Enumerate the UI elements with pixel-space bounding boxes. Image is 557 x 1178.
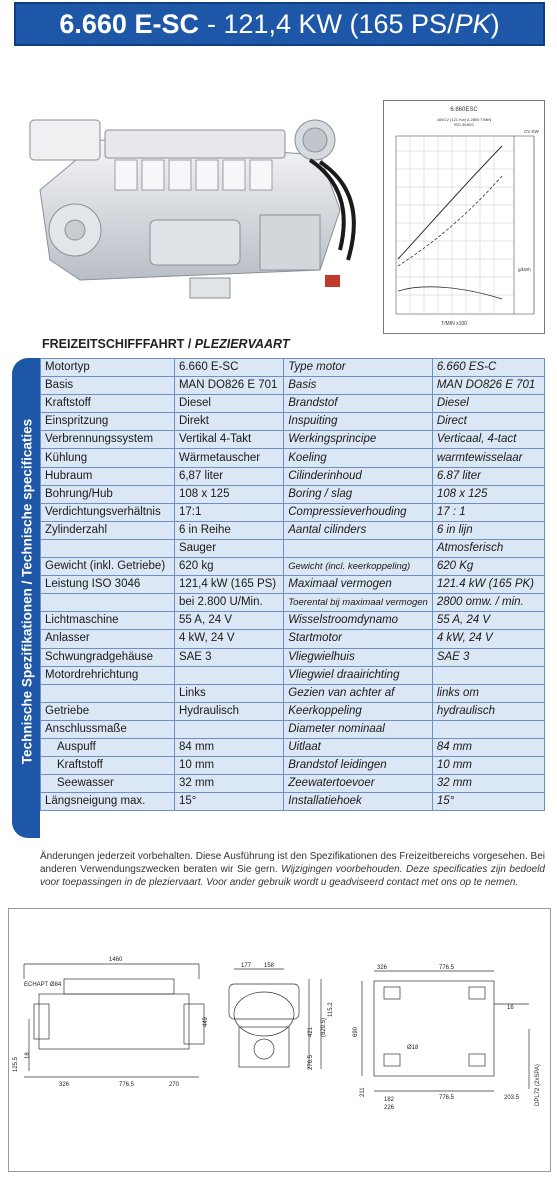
spec-value-nl: 10 mm (432, 757, 544, 775)
spec-label-nl: Inspuiting (284, 413, 433, 431)
dim-2765: 276.5 (308, 1054, 314, 1070)
spec-label-de: Kraftstoff (41, 757, 175, 775)
spec-label-nl: Vliegwiel draairichting (284, 666, 433, 684)
section-heading: FREIZEITSCHIFFFAHRT / PLEZIERVAART (42, 337, 290, 351)
front-view (229, 969, 321, 1069)
spec-label-nl: Zeewatertoevoer (284, 775, 433, 793)
spec-label-de: Motortyp (41, 359, 175, 377)
spec-row (41, 467, 545, 485)
side-view (24, 964, 204, 1077)
spec-label-nl: Brandstof leidingen (284, 757, 433, 775)
spec-row (41, 576, 545, 594)
top-view (362, 971, 529, 1091)
spec-value-de: SAE 3 (174, 648, 283, 666)
spec-row (41, 702, 545, 720)
spec-value-de: 121,4 kW (165 PS) (174, 576, 283, 594)
spec-row (41, 720, 545, 738)
spec-row (41, 757, 545, 775)
spec-row (41, 775, 545, 793)
spec-label-nl: Brandstof (284, 395, 433, 413)
dim-182: 182 (384, 1097, 395, 1103)
spec-value-de: 17:1 (174, 503, 283, 521)
spec-value-de: 15° (174, 793, 283, 811)
spec-label-de: Auspuff (41, 738, 175, 756)
dim-dpl: DPL72 (2xSPA) (535, 1064, 541, 1106)
spec-value-nl: 55 A, 24 V (432, 612, 544, 630)
dim-226: 226 (384, 1105, 395, 1111)
spec-row (41, 558, 545, 576)
spec-value-de: 4 kW, 24 V (174, 630, 283, 648)
spec-label-nl: Wisselstroomdynamo (284, 612, 433, 630)
side-tab (12, 358, 40, 838)
spec-value-de (174, 666, 283, 684)
chart-xlabel: T/MIN x100 (441, 321, 467, 327)
spec-label-de: Anschlussmaße (41, 720, 175, 738)
spec-label-nl: Diameter nominaal (284, 720, 433, 738)
spec-value-de: Sauger (174, 539, 283, 557)
dim-211: 211 (360, 1087, 366, 1097)
spec-value-nl: 620 Kg (432, 558, 544, 576)
spec-label-de (41, 539, 175, 557)
dim-326-side: 326 (59, 1082, 70, 1088)
note-de: Änderungen jederzeit vorbehalten. Diese Ausführung ist den Spezifikationen des Freizeitbereichs vorgesehen. Bei anderen Verwendungszwecken beraten wir Sie gern. (40, 851, 545, 875)
dim-16: 16 (507, 1005, 514, 1011)
dim-1255: 125.5 (13, 1056, 19, 1072)
chart-unit-top: CV KW (524, 129, 539, 134)
dim-2035: 203.5 (504, 1095, 520, 1101)
dim-8295: (829.5) (321, 1017, 327, 1037)
spec-row (41, 521, 545, 539)
spec-value-de: bei 2.800 U/Min. (174, 594, 283, 612)
spec-value-nl (432, 720, 544, 738)
spec-label-nl: Basis (284, 377, 433, 395)
spec-value-nl: 84 mm (432, 738, 544, 756)
dim-length: 1460 (109, 957, 123, 963)
dim-7765-top: 776.5 (439, 965, 455, 971)
spec-row (41, 612, 545, 630)
spec-value-nl: 17 : 1 (432, 503, 544, 521)
spec-value-nl: warmtewisselaar (432, 449, 544, 467)
chart-name: 6.660ESC (450, 107, 478, 113)
dim-690: 690 (353, 1026, 359, 1037)
spec-row (41, 413, 545, 431)
spec-label-de: Hubraum (41, 467, 175, 485)
spec-value-de: Hydraulisch (174, 702, 283, 720)
spec-row (41, 666, 545, 684)
spec-value-nl: 2800 omw. / min. (432, 594, 544, 612)
spec-label-de: Getriebe (41, 702, 175, 720)
spec-label-de: Basis (41, 377, 175, 395)
spec-table (40, 358, 545, 811)
dim-449: 449 (203, 1016, 209, 1027)
dim-270: 270 (169, 1082, 180, 1088)
spec-value-nl: 6.660 ES-C (432, 359, 544, 377)
spec-label-de: Zylinderzahl (41, 521, 175, 539)
spec-value-de: 10 mm (174, 757, 283, 775)
spec-value-de (174, 720, 283, 738)
spec-label-nl: Cilinderinhoud (284, 467, 433, 485)
spec-row (41, 395, 545, 413)
performance-chart (383, 100, 545, 334)
spec-row (41, 539, 545, 557)
dim-18: 18 (25, 1052, 31, 1059)
spec-label-de: Seewasser (41, 775, 175, 793)
spec-value-de: MAN DO826 E 701 (174, 377, 283, 395)
spec-value-nl: 108 x 125 (432, 485, 544, 503)
chart-subtitle-1: 165CV (121 Kw) A 2800 T/MIN (436, 117, 492, 122)
spec-label-de: Verdichtungsverhältnis (41, 503, 175, 521)
spec-value-nl: Direct (432, 413, 544, 431)
spec-label-nl: Compressieverhouding (284, 503, 433, 521)
spec-label-de: Lichtmaschine (41, 612, 175, 630)
engine-photo (20, 100, 370, 320)
spec-label-de: Schwungradgehäuse (41, 648, 175, 666)
spec-value-de: Vertikal 4-Takt (174, 431, 283, 449)
spec-value-de: 108 x 125 (174, 485, 283, 503)
spec-label-nl: Keerkoppeling (284, 702, 433, 720)
spec-value-nl: 15° (432, 793, 544, 811)
dim-7765-side: 776.5 (119, 1082, 135, 1088)
spec-label-nl: Koeling (284, 449, 433, 467)
spec-label-nl: Installatiehoek (284, 793, 433, 811)
spec-row (41, 648, 545, 666)
spec-value-de: Wärmetauscher (174, 449, 283, 467)
spec-label-nl: Werkingsprincipe (284, 431, 433, 449)
dim-177: 177 (241, 963, 252, 969)
side-label: Technische Spezifikationen / Technische specificaties (19, 418, 35, 765)
spec-label-nl: Gewicht (incl. keerkoppeling) (284, 558, 433, 576)
dim-phi18: Ø18 (407, 1045, 419, 1051)
spec-value-nl: Verticaal, 4-tact (432, 431, 544, 449)
spec-label-nl: Vliegwielhuis (284, 648, 433, 666)
spec-label-nl: Startmotor (284, 630, 433, 648)
dim-7765-top2: 776.5 (439, 1095, 455, 1101)
spec-value-nl: MAN DO826 E 701 (432, 377, 544, 395)
spec-value-de: Direkt (174, 413, 283, 431)
spec-label-de: Längsneigung max. (41, 793, 175, 811)
spec-value-nl: 121.4 kW (165 PK) (432, 576, 544, 594)
spec-label-de: Kühlung (41, 449, 175, 467)
spec-label-nl: Gezien van achter af (284, 684, 433, 702)
spec-value-nl (432, 666, 544, 684)
spec-label-de (41, 684, 175, 702)
dim-421: 421 (308, 1026, 314, 1037)
spec-value-nl: 6 in lijn (432, 521, 544, 539)
spec-value-nl: 32 mm (432, 775, 544, 793)
dim-exhaust: ECHAPT Ø84 (24, 982, 62, 988)
spec-label-nl: Aantal cilinders (284, 521, 433, 539)
spec-value-nl: SAE 3 (432, 648, 544, 666)
spec-value-nl: Atmosferisch (432, 539, 544, 557)
dim-326-top: 326 (377, 965, 388, 971)
spec-label-nl: Uitlaat (284, 738, 433, 756)
spec-row (41, 377, 545, 395)
engine-model: 6.660 E-SC (59, 8, 199, 39)
spec-label-de (41, 594, 175, 612)
spec-label-de: Verbrennungssystem (41, 431, 175, 449)
spec-row (41, 449, 545, 467)
spec-label-de: Anlasser (41, 630, 175, 648)
spec-value-de: Diesel (174, 395, 283, 413)
dim-158: 158 (264, 963, 275, 969)
spec-label-de: Motordrehrichtung (41, 666, 175, 684)
spec-label-de: Einspritzung (41, 413, 175, 431)
spec-value-de: 6 in Reihe (174, 521, 283, 539)
chart-subtitle-2: ISO 3046/1 (453, 122, 475, 127)
spec-row (41, 431, 545, 449)
spec-value-de: 55 A, 24 V (174, 612, 283, 630)
engine-power: - 121,4 KW (165 PS/PK) (206, 8, 500, 39)
spec-label-nl: Toerental bij maximaal vermogen (284, 594, 433, 612)
spec-row (41, 594, 545, 612)
spec-row (41, 738, 545, 756)
spec-value-de: Links (174, 684, 283, 702)
spec-value-de: 6.660 E-SC (174, 359, 283, 377)
spec-label-de: Kraftstoff (41, 395, 175, 413)
spec-value-de: 6,87 liter (174, 467, 283, 485)
dimension-drawing (8, 908, 551, 1172)
spec-row (41, 485, 545, 503)
spec-row (41, 503, 545, 521)
spec-label-nl: Type motor (284, 359, 433, 377)
spec-value-nl: 6.87 liter (432, 467, 544, 485)
disclaimer-note (40, 850, 545, 889)
spec-value-de: 620 kg (174, 558, 283, 576)
spec-row (41, 684, 545, 702)
chart-unit-bottom: g/kWh (518, 267, 531, 272)
spec-label-nl: Boring / slag (284, 485, 433, 503)
spec-value-nl: hydraulisch (432, 702, 544, 720)
dim-1152: 115.2 (328, 1002, 334, 1017)
page-title (14, 2, 545, 46)
spec-value-nl: 4 kW, 24 V (432, 630, 544, 648)
spec-row (41, 793, 545, 811)
spec-label-nl: Maximaal vermogen (284, 576, 433, 594)
spec-label-de: Leistung ISO 3046 (41, 576, 175, 594)
spec-value-de: 84 mm (174, 738, 283, 756)
spec-value-de: 32 mm (174, 775, 283, 793)
spec-label-nl (284, 539, 433, 557)
spec-row (41, 359, 545, 377)
spec-row (41, 630, 545, 648)
note-nl: Wijzigingen voorbehouden. Deze specificaties zijn bedoeld voor toepassingen in de pleziervaart. Voor ander gebruik wordt u geadviseerd contact met ons op te nemen. (40, 864, 545, 888)
spec-label-de: Bohrung/Hub (41, 485, 175, 503)
spec-value-nl: Diesel (432, 395, 544, 413)
spec-label-de: Gewicht (inkl. Getriebe) (41, 558, 175, 576)
spec-value-nl: links om (432, 684, 544, 702)
